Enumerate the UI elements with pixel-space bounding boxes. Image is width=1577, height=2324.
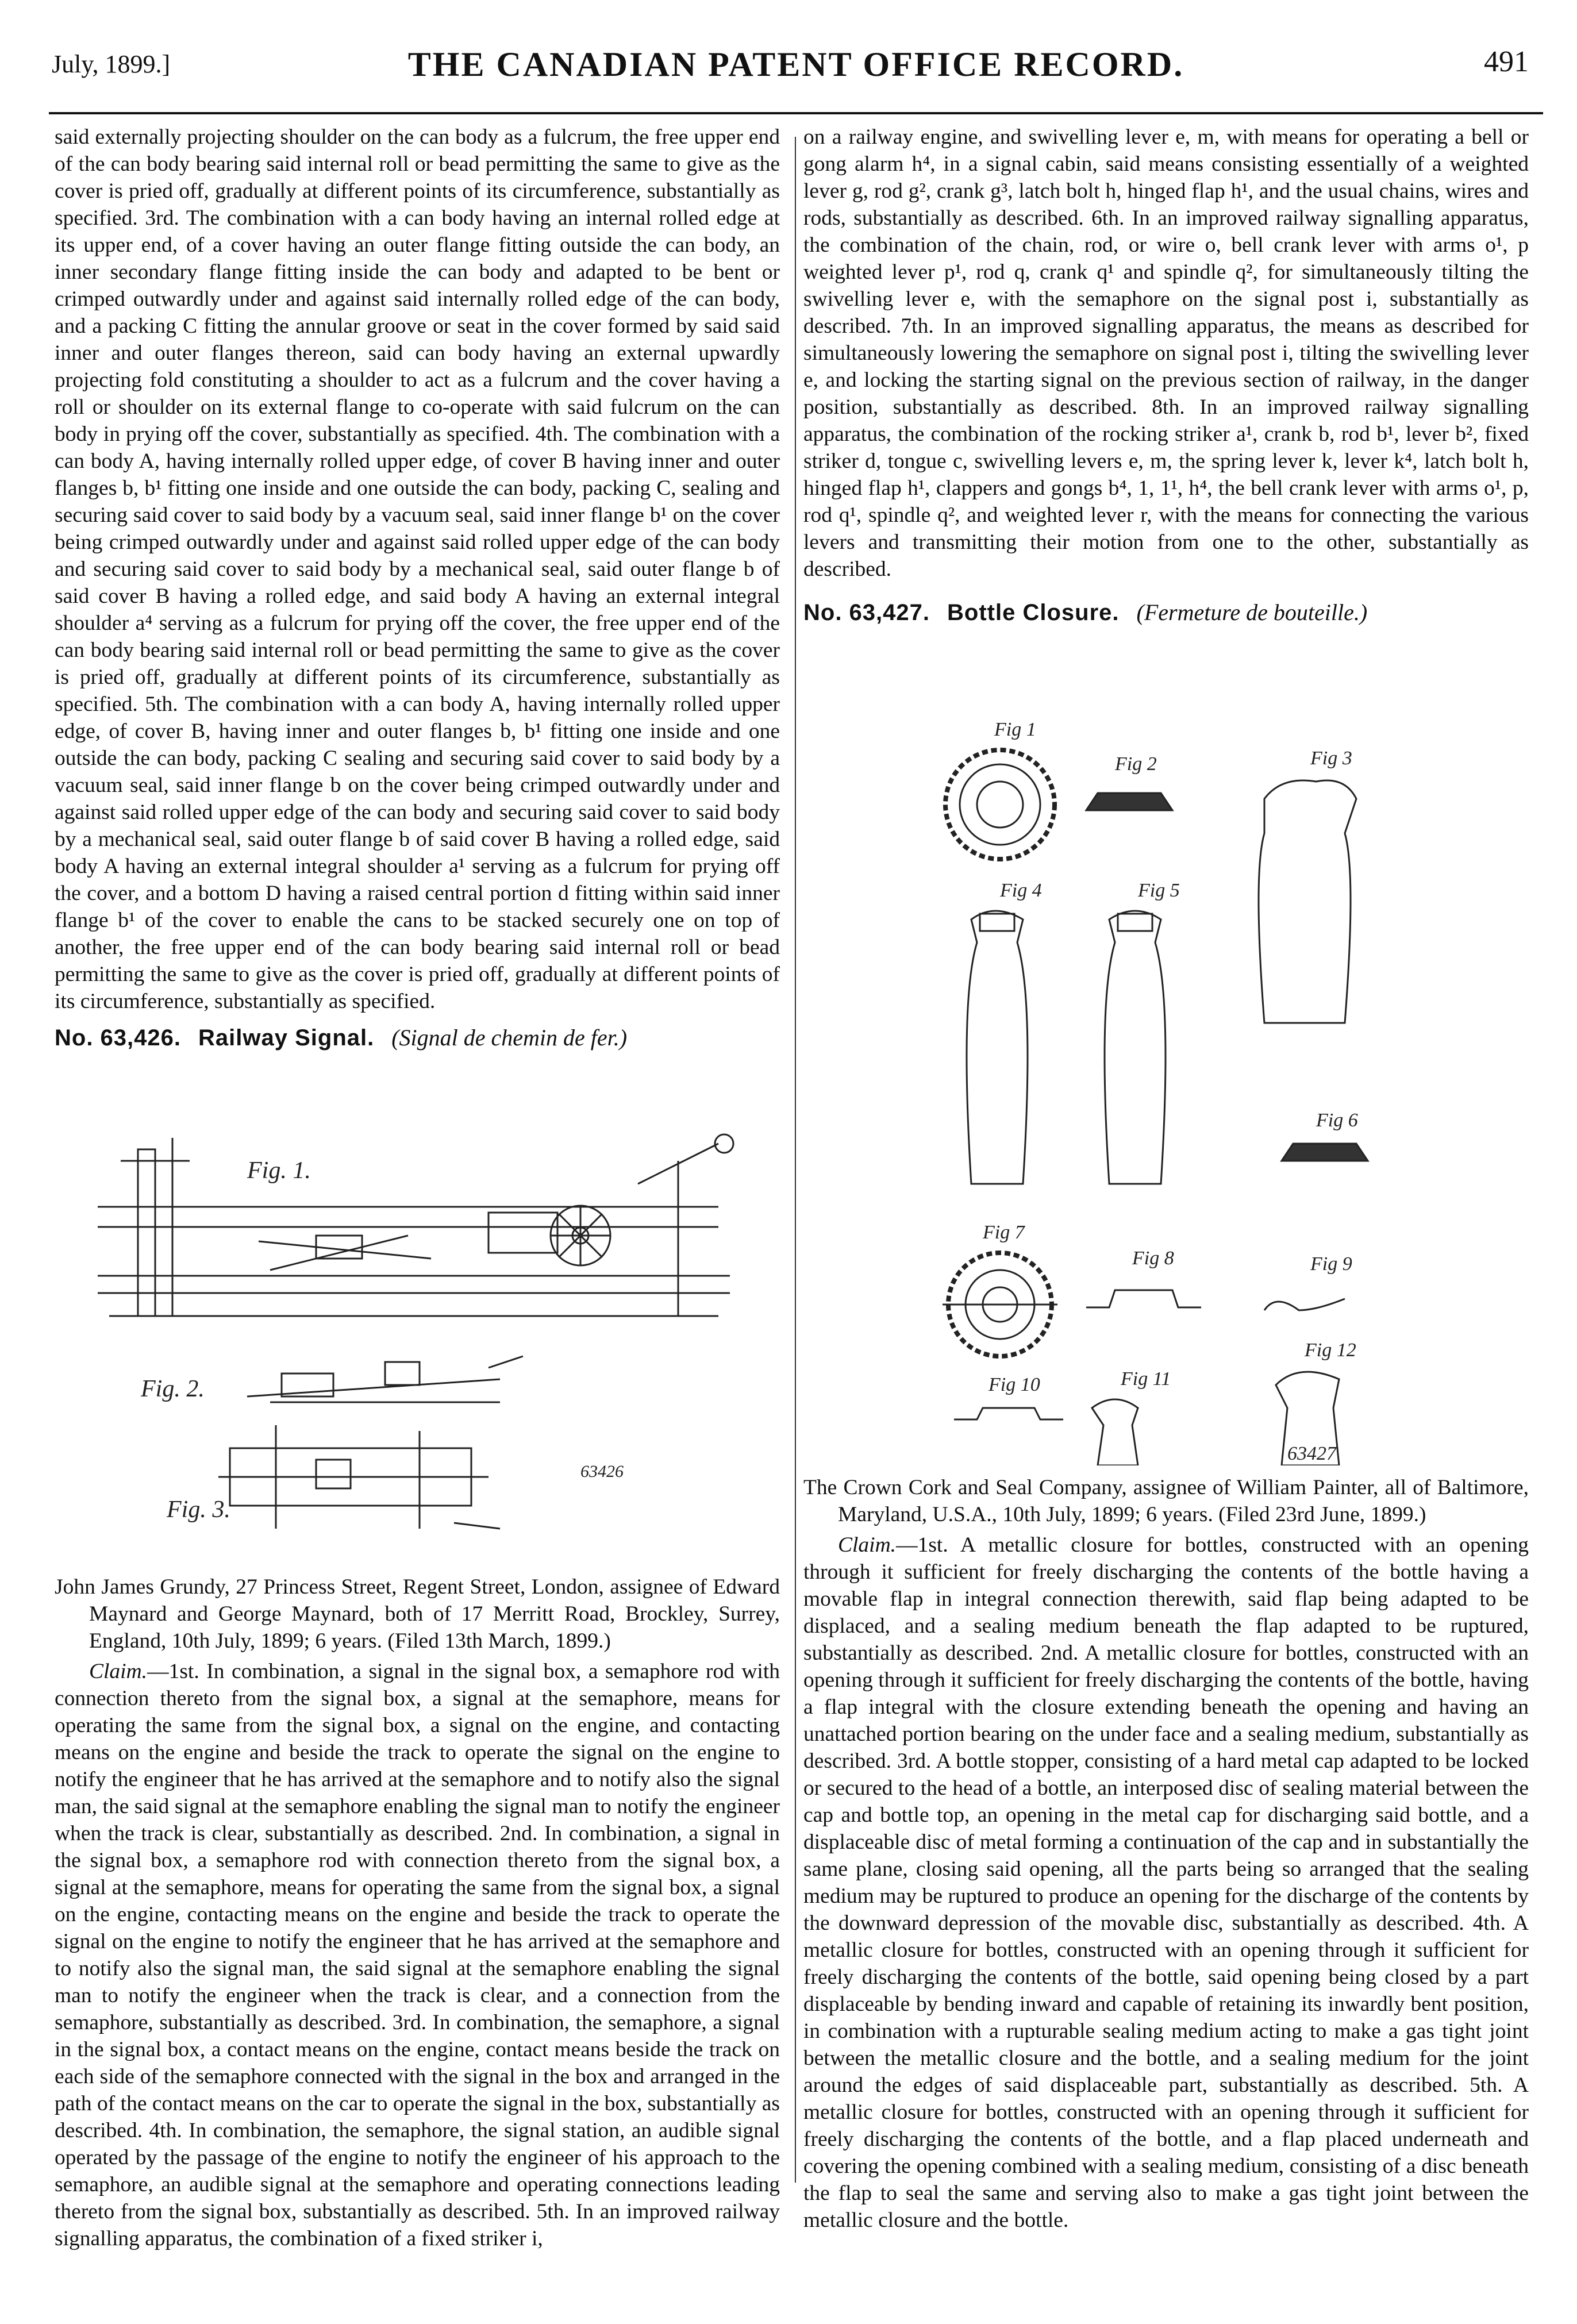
bottle-fig-label: Fig 2 [1115, 753, 1157, 775]
railway-fig-label: Fig. 2. [141, 1376, 205, 1402]
bottle-fig-label: Fig 8 [1132, 1248, 1174, 1269]
bottle-fig-label: Fig 12 [1305, 1340, 1356, 1361]
claims-text: —1st. In combination, a signal in the signal box, a semaphore rod with connection thereto from the signal box, a signal at the semaphore, means for operating the same from the signal box, a signal on the engine, and contacting means on the engine and beside the track to operate the signal on the engine to notify the engineer that he has arrived at the semaphore and to notify also the signal man, the said signal at the semaphore enabling the signal man to notify the engineer when the track is clear, substantially as described. 2nd. In combination, a signal in the signal box, a semaphore rod with connection thereto from the signal box, a signal at the semaphore, means for operating the same from the signal box, a signal on the engine, contacting means on the engine and beside the track to operate the signal on the engine to notify the engineer that he has arrived at the semaphore and to notify also the signal man, the said signal at the semaphore enabling the signal man to notify the engineer when the track is clear, and a connection from the semaphore, substantially as described. 3rd. In combination, the semaphore, a signal in the signal box, a contact means on the engine, contact means beside the track on each side of the semaphore connected with the signal in the box and arranged in the path of the contact means on the car to operate the signal in the box, substantially as described. 4th. In combination, the semaphore, the signal station, an audible signal operated by the passage of the engine to notify the engineer of his approach to the semaphore, an audible signal at the semaphore and operating connections leading thereto from the signal box, substantially as described. 5th. In an improved railway signalling apparatus, the combination of a fixed striker i, [55, 1660, 780, 2250]
railway-fig-label: Fig. 3. [167, 1496, 230, 1523]
page-header [52, 45, 1540, 101]
bottle-fig-label: Fig 5 [1138, 880, 1180, 901]
bottle-fig-label: Fig 11 [1121, 1368, 1171, 1390]
continuation-text: said externally projecting shoulder on the can body as a fulcrum, the free upper end of the can body bearing said internal roll or bead permitting the same to give as the cover is pried off, gradually at different points of its circumference, substantially as specified. 3rd. The combination with a can body having an internal rolled edge at its upper end, of a cover having an outer flange fitting outside the can body, an inner secondary flange fitting inside the can body and adapted to be bent or crimped outwardly under and against said internally rolled edge of the can body, and a packing C fitting the annular groove or seat in the cover formed by said said inner and outer flanges thereon, said can body having an external upwardly projecting fold constituting a shoulder to act as a fulcrum and the cover having a roll or shoulder on its external flange to co-operate with said fulcrum on the can body in prying off the cover, substantially as specified. 4th. The combination with a can body A, having internally rolled upper edge, of cover B having inner and outer flanges b, b¹ fitting one inside and one outside the can body, packing C, sealing and securing said cover to said body by a vacuum seal, said inner flange b¹ on the cover being crimped outwardly under and against said rolled upper edge of the can body and securing said cover to said body by a mechanical seal, said outer flange b of said cover B having a rolled edge, and said body A having an external integral shoulder a⁴ serving as a fulcrum for prying off the cover, the free upper end of the can body bearing said internal roll or bead permitting the same to give as the cover is pried off, gradually at different points of its circumference, substantially as specified. 5th. The combination with a can body A, having internally rolled upper edge, of cover B, having inner and outer flanges b, b¹ fitting one inside and one outside the can body, packing C sealing and securing said cover to said body by a vacuum seal, said inner flange b on the cover being crimped outwardly under and against said rolled upper edge of the can body and securing said cover to said body by a mechanical seal, said outer flange b of said cover B having a rolled edge, said body A having an external integral shoulder a¹ serving as a fulcrum for prying off the cover, and a bottom D having a raised central portion d fitting within said inner flange b¹ of the cover to enable the cans to be stacked securely one on top of another, the free upper end of the can body bearing said internal roll or bead permitting the same to give as the cover is pried off, gradually at different points of its circumference, substantially as specified. [55, 125, 780, 1013]
railway-signal-drawing [86, 1126, 776, 1569]
bottle-figure-reference: 63427 [1287, 1443, 1336, 1464]
claim-label: Claim. [838, 1533, 897, 1557]
right-patent-body [803, 1474, 1529, 2234]
bottle-fig-label: Fig 3 [1310, 748, 1352, 769]
bottle-fig-label: Fig 10 [988, 1374, 1040, 1395]
claims-63426 [55, 1658, 780, 2252]
right-continuation [803, 124, 1529, 630]
patent-title: Bottle Closure. [947, 600, 1120, 625]
railway-figure-reference: 63426 [580, 1462, 624, 1481]
bottle-fig-label: Fig 9 [1310, 1253, 1352, 1275]
page-number: 491 [1484, 45, 1529, 78]
continuation-text: on a railway engine, and swivelling lever e, m, with means for operating a bell or gong alarm h⁴, in a signal cabin, said means consisting essentially of a weighted lever g, rod g², crank g³, latch bolt h, hinged flap h¹, and the usual chains, wires and rods, substantially as described. 6th. In an improved railway signalling apparatus, the combination of the chain, rod, or wire o, bell crank lever with arms o¹, p weighted lever p¹, rod q, crank q¹ and spindle q², for simultaneously tilting the swivelling lever e, with the semaphore on the signal post i, substantially as described. 7th. In an improved signalling apparatus, the means as described for simultaneously lowering the semaphore on signal post i, tilting the swivelling lever e, and locking the starting signal on the previous section of railway, in the danger position, substantially as described. 8th. In an improved railway signalling apparatus, the combination of the rocking striker a¹, crank b, rod b¹, lever b², fixed striker d, tongue c, swivelling levers e, m, the spring lever k, lever k⁴, latch bolt h, hinged flap h¹, clappers and gongs b⁴, 1, 1¹, h⁴, the bell crank lever with arms o¹, p, rod q¹, spindle q², and weighted lever r, with the means for connecting the various levers and transmitting their motion from one to the other, substantially as described. [803, 125, 1529, 581]
patent-heading-63426 [55, 1021, 780, 1055]
patent-french-title: (Fermeture de bouteille.) [1136, 599, 1368, 625]
left-patent-body [55, 1573, 780, 2252]
patent-number: No. 63,426. [55, 1025, 182, 1051]
header-rule [49, 112, 1543, 114]
railway-fig-label: Fig. 1. [247, 1157, 311, 1184]
bottle-closure-figure [943, 701, 1575, 1465]
bottle-fig-label: Fig 7 [983, 1222, 1025, 1243]
claims-63427 [803, 1532, 1529, 2234]
patentee-63427: The Crown Cork and Seal Company, assignee of William Painter, all of Baltimore, Maryland, U.S.A., 10th July, 1899; 6 years. (Filed 23rd June, 1899.) [803, 1476, 1529, 1526]
claims-text: —1st. A metallic closure for bottles, constructed with an opening through it sufficient for freely discharging the contents of the bottle having a movable flap in integral connection therewith, said flap being adapted to be displaced, and a sealing medium beneath the flap adapted to be ruptured, substantially as described. 2nd. A metallic closure for bottles, constructed with an opening through it sufficient for freely discharging the contents of the bottle, having a flap integral with the closure extending beneath the opening and having an unattached portion bearing on the under face and a sealing medium, substantially as described. 3rd. A bottle stopper, consisting of a hard metal cap adapted to be locked or secured to the head of a bottle, an interposed disc of sealing material between the cap and bottle top, an opening in the metal cap for discharging said bottle, and a displaceable disc of metal forming a continuation of the cap and in substantially the same plane, closing said opening, all the parts being so arranged that the sealing medium may be ruptured to produce an opening for the discharge of the contents by the downward depression of the movable disc, substantially as described. 4th. A metallic closure for bottles, constructed with an opening through it sufficient for freely discharging the contents of the bottle, said opening being closed by a part displaceable by bending inward and capable of retaining its inwardly bent position, in combination with a rupturable sealing medium acting to make a gas tight joint between the metallic closure and the bottle, and a sealing medium for the joint around the edges of said displaceable part, substantially as described. 5th. A metallic closure for bottles, constructed with an opening through it sufficient for freely discharging the contents of the bottle, and a flap placed underneath and covering the opening combined with a sealing medium, consisting of a disc beneath the flap to seal the same and serving also to make a gas tight joint between the metallic closure and the bottle. [803, 1533, 1529, 2232]
left-continuation [55, 124, 780, 1055]
column-divider [795, 137, 796, 2183]
bottle-fig-label: Fig 6 [1316, 1110, 1358, 1131]
publication-title: THE CANADIAN PATENT OFFICE RECORD. [407, 45, 1184, 83]
bottle-fig-label: Fig 4 [1000, 880, 1042, 901]
issue-date: July, 1899.] [52, 50, 171, 78]
patent-number: No. 63,427. [803, 600, 930, 625]
bottle-fig-label: Fig 1 [994, 719, 1036, 740]
patentee-63426: John James Grundy, 27 Princess Street, Regent Street, London, assignee of Edward Maynard and George Maynard, both of 17 Merritt Road, Brockley, Surrey, England, 10th July, 1899; 6 years. (Filed 13th March, 1899.) [55, 1575, 780, 1653]
claim-label: Claim. [89, 1660, 148, 1683]
patent-heading-63427 [803, 595, 1529, 630]
bottle-closure-drawing [943, 701, 1517, 1465]
railway-signal-figure [86, 1126, 776, 1569]
patent-title: Railway Signal. [198, 1025, 375, 1051]
patent-french-title: (Signal de chemin de fer.) [391, 1025, 628, 1051]
